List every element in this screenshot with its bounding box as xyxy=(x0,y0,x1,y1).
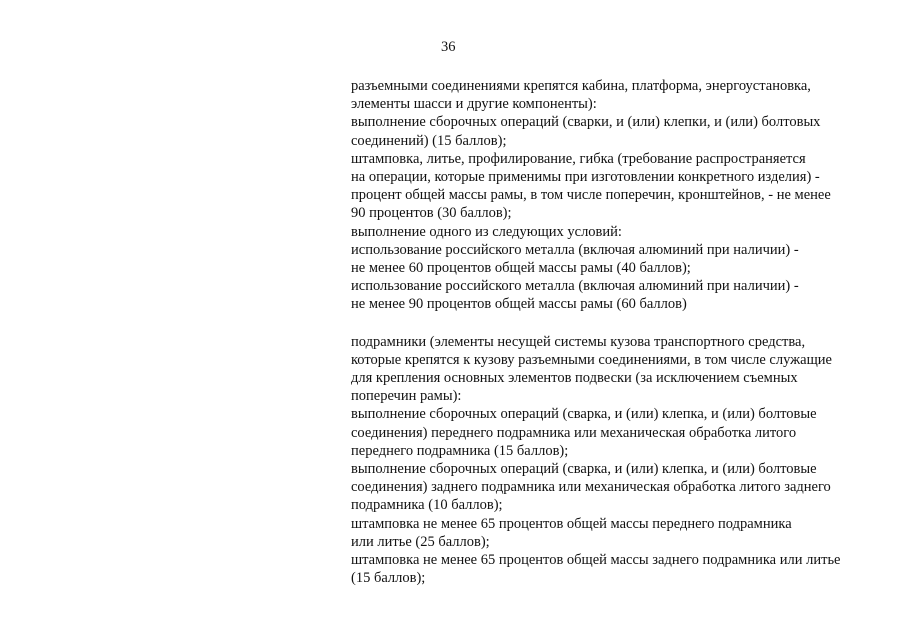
text-line: 90 процентов (30 баллов); xyxy=(351,205,512,222)
text-line: выполнение сборочных операций (сварки, и (или) клепки, и (или) болтовых xyxy=(351,114,821,131)
text-line: подрамники (элементы несущей системы кузова транспортного средства, xyxy=(351,333,806,350)
paragraph-spacer xyxy=(351,314,891,333)
text-line: (15 баллов); xyxy=(351,570,426,587)
text-line: выполнение сборочных операций (сварка, и (или) клепка, и (или) болтовые xyxy=(351,461,817,478)
text-line: или литье (25 баллов); xyxy=(351,533,490,550)
text-line: элементы шасси и другие компоненты): xyxy=(351,96,597,113)
document-body xyxy=(351,77,891,587)
text-line: штамповка не менее 65 процентов общей массы заднего подрамника или литье xyxy=(351,552,841,569)
text-line: использование российского металла (включая алюминий при наличии) - xyxy=(351,278,799,295)
text-line: процент общей массы рамы, в том числе поперечин, кронштейнов, - не менее xyxy=(351,187,831,204)
text-line: которые крепятся к кузову разъемными соединениями, в том числе служащие xyxy=(351,351,832,368)
text-line: штамповка, литье, профилирование, гибка (требование распространяется xyxy=(351,150,806,167)
text-line: подрамника (10 баллов); xyxy=(351,497,503,514)
text-line: поперечин рамы): xyxy=(351,388,462,405)
text-line: для крепления основных элементов подвески (за исключением съемных xyxy=(351,370,798,387)
text-line: штамповка не менее 65 процентов общей массы переднего подрамника xyxy=(351,515,792,532)
text-line: разъемными соединениями крепятся кабина, платформа, энергоустановка, xyxy=(351,78,811,94)
paragraph-subframe-requirements xyxy=(351,333,891,588)
paragraph-frame-requirements xyxy=(351,77,891,314)
text-line: не менее 60 процентов общей массы рамы (40 баллов); xyxy=(351,260,691,277)
page-number: 36 xyxy=(441,39,456,55)
text-line: соединения) заднего подрамника или механическая обработка литого заднего xyxy=(351,479,831,496)
text-line: выполнение одного из следующих условий: xyxy=(351,223,622,240)
text-line: использование российского металла (включая алюминий при наличии) - xyxy=(351,241,799,258)
text-line: соединений) (15 баллов); xyxy=(351,132,507,149)
text-line: выполнение сборочных операций (сварка, и (или) клепка, и (или) болтовые xyxy=(351,406,817,423)
text-line: на операции, которые применимы при изготовлении конкретного изделия) - xyxy=(351,169,820,186)
text-line: соединения) переднего подрамника или механическая обработка литого xyxy=(351,424,797,441)
text-line: переднего подрамника (15 баллов); xyxy=(351,442,569,459)
text-line: не менее 90 процентов общей массы рамы (60 баллов) xyxy=(351,296,687,313)
